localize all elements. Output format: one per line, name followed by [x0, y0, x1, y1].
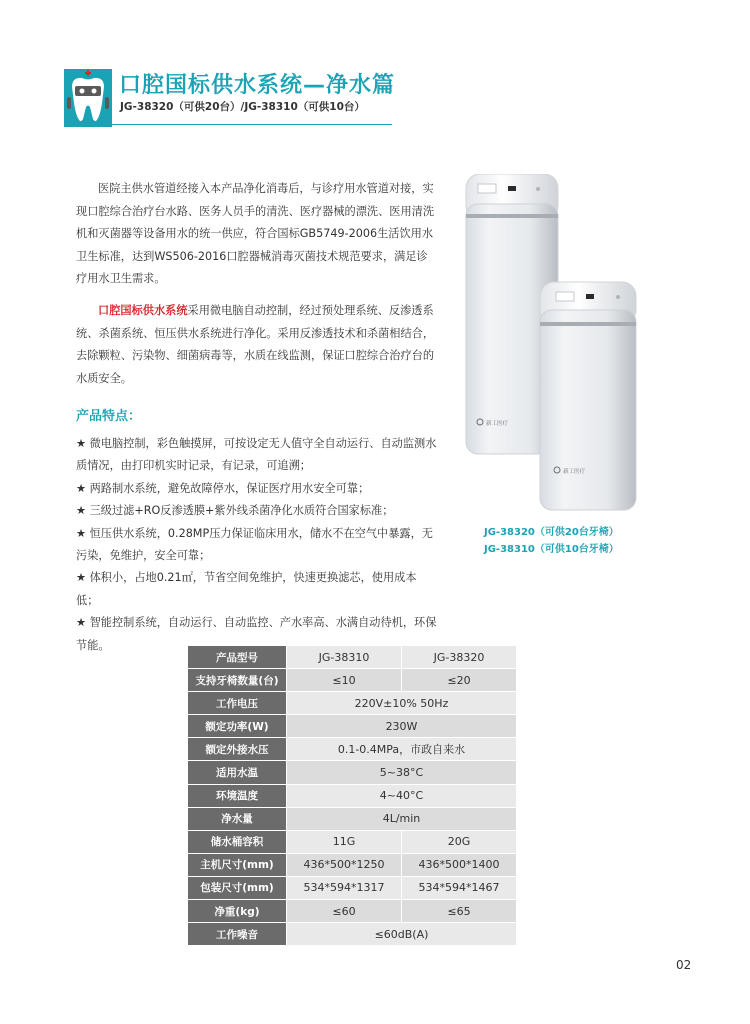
table-row	[188, 646, 517, 669]
feature-item: ★ 体积小，占地0.21㎡，节省空间免维护，快速更换滤芯，使用成本低；	[76, 571, 417, 607]
table-row	[188, 807, 517, 830]
image-caption-1: JG-38320（可供20台牙椅）	[484, 527, 619, 538]
spec-label: 主机尺寸(mm)	[188, 853, 287, 876]
table-row	[188, 761, 517, 784]
spec-value: ≤60	[287, 900, 402, 923]
spec-value: 0.1-0.4MPa，市政自来水	[287, 738, 517, 761]
intro-paragraph-2	[76, 300, 438, 390]
spec-label: 额定外接水压	[188, 738, 287, 761]
spec-value: 11G	[287, 830, 402, 853]
tooth-logo-icon	[64, 69, 112, 127]
features-list	[76, 433, 438, 657]
feature-item: ★ 恒压供水系统，0.28MP压力保证临床用水，储水不在空气中暴露，无污染，免维护，安全可靠；	[76, 526, 433, 563]
table-row	[188, 738, 517, 761]
spec-label: 适用水温	[188, 761, 287, 784]
spec-value: 220V±10% 50Hz	[287, 692, 517, 715]
large-unit-brand: 新工医疗	[486, 421, 509, 427]
spec-label: 净水量	[188, 807, 287, 830]
spec-label: 工作电压	[188, 692, 287, 715]
table-row	[188, 715, 517, 738]
title-divider	[64, 124, 392, 125]
spec-label: 额定功率(W)	[188, 715, 287, 738]
spec-value: ≤65	[402, 900, 517, 923]
spec-label: 储水桶容积	[188, 830, 287, 853]
table-row	[188, 900, 517, 923]
page-subtitle: JG-38320（可供20台）/JG-38310（可供10台）	[120, 101, 365, 113]
table-row	[188, 830, 517, 853]
spec-label: 净重(kg)	[188, 900, 287, 923]
table-row	[188, 876, 517, 899]
spec-value: JG-38320	[402, 646, 517, 669]
spec-label: 环境温度	[188, 784, 287, 807]
table-row	[188, 784, 517, 807]
table-row	[188, 692, 517, 715]
feature-item: ★ 三级过滤+RO反渗透膜+紫外线杀菌净化水质符合国家标准；	[76, 504, 394, 518]
spec-value: 5~38°C	[287, 761, 517, 784]
spec-value: ≤10	[287, 669, 402, 692]
spec-label: 支持牙椅数量(台)	[188, 669, 287, 692]
feature-item: ★ 智能控制系统，自动运行、自动监控、产水率高、水满自动待机，环保节能。	[76, 616, 437, 652]
table-row	[188, 669, 517, 692]
intro-paragraph-1: 医院主供水管道经接入本产品净化消毒后，与诊疗用水管道对接，实现口腔综合治疗台水路、医务人员手的清洗、医疗器械的漂洗、医用清洗机和灭菌器等设备用水的统一供应，符合国标GB5749-2006生活饮用水卫生标准，达到WS506-2016口腔器械消毒灭菌技术规范要求，满足诊疗用水卫生需求。	[76, 182, 435, 286]
small-unit-brand: 新工医疗	[563, 469, 586, 475]
table-row	[188, 853, 517, 876]
spec-table	[187, 645, 517, 946]
spec-value: 436*500*1250	[287, 853, 402, 876]
spec-value: 230W	[287, 715, 517, 738]
image-caption-2: JG-38310（可供10台牙椅）	[484, 544, 619, 555]
spec-label: 工作噪音	[188, 923, 287, 946]
spec-value: 534*594*1467	[402, 876, 517, 899]
page-number: 02	[676, 958, 692, 972]
features-heading: 产品特点：	[76, 409, 142, 424]
system-name-highlight: 口腔国标供水系统	[98, 304, 188, 317]
spec-value: 20G	[402, 830, 517, 853]
table-row	[188, 923, 517, 946]
spec-label: 包装尺寸(mm)	[188, 876, 287, 899]
feature-item: ★ 微电脑控制，彩色触摸屏，可按设定无人值守全自动运行、自动监测水质情况，由打印机实时记录，有记录，可追溯；	[76, 437, 437, 473]
spec-value: ≤60dB(A)	[287, 923, 517, 946]
spec-value: 4L/min	[287, 807, 517, 830]
page-title: 口腔国标供水系统—净水篇	[119, 73, 396, 98]
spec-label: 产品型号	[188, 646, 287, 669]
spec-value: 4~40°C	[287, 784, 517, 807]
feature-item: ★ 两路制水系统，避免故障停水，保证医疗用水安全可靠；	[76, 481, 370, 495]
spec-value: JG-38310	[287, 646, 402, 669]
spec-value: ≤20	[402, 669, 517, 692]
small-unit	[540, 282, 636, 510]
spec-value: 436*500*1400	[402, 853, 517, 876]
spec-value: 534*594*1317	[287, 876, 402, 899]
product-image	[462, 174, 652, 514]
intro-paragraph-2-text: 采用微电脑自动控制，经过预处理系统、反渗透系统、杀菌系统、恒压供水系统进行净化。采用反渗透技术和杀菌相结合，去除颗粒、污染物、细菌病毒等，水质在线监测，保证口腔综合治疗台的水质安全。	[76, 304, 435, 385]
